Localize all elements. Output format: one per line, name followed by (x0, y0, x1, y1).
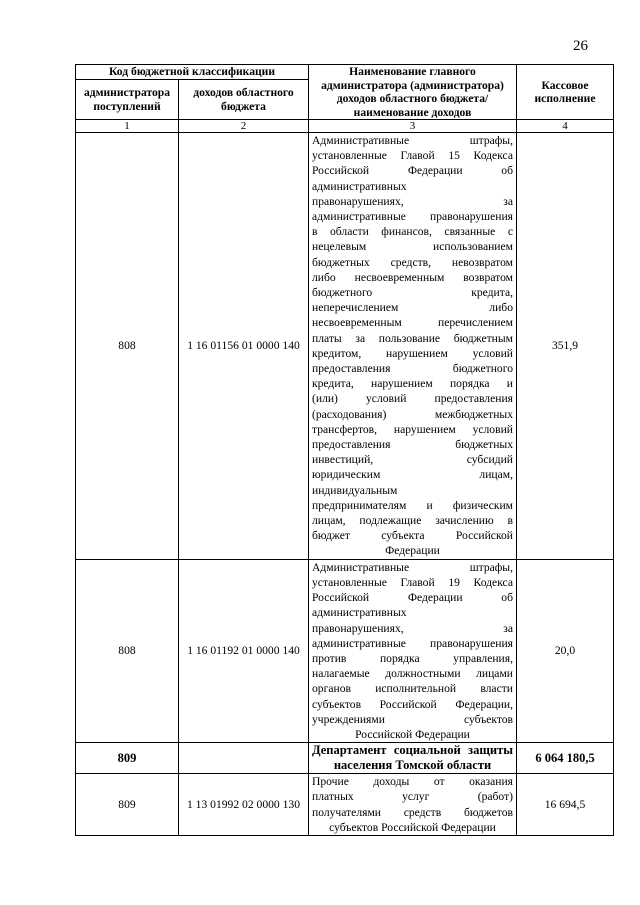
cash-execution-cell: 16 694,5 (517, 774, 614, 836)
header-budget-classification: Код бюджетной классификации (76, 65, 309, 80)
income-name-line: индивидуальным (312, 483, 398, 497)
income-name-line: бюджетного кредита, (312, 286, 513, 300)
income-name-line: Российской Федерации об (312, 591, 513, 605)
admin-code-cell: 808 (76, 133, 179, 560)
table-row (76, 133, 614, 560)
income-name-line: административных (312, 179, 407, 193)
admin-code-cell: 809 (76, 774, 179, 836)
income-name-line: трансфертов, нарушением условий (312, 422, 513, 436)
income-name-line: кредита, нарушением порядка и (312, 377, 513, 391)
income-name-line: Департамент социальной защиты (312, 743, 513, 758)
income-name-line: населения Томской области (333, 758, 492, 773)
col-number-3: 3 (309, 120, 517, 133)
income-name-cell (309, 774, 517, 836)
income-name-cell (309, 559, 517, 742)
cash-execution-cell: 6 064 180,5 (517, 743, 614, 774)
budget-table (75, 64, 614, 836)
income-name-line: лицам, подлежащие зачислению в (312, 514, 513, 528)
income-name-line: Административные штрафы, (312, 134, 513, 147)
income-name-line: нецелевым использованием (312, 240, 513, 254)
table-row (76, 559, 614, 742)
income-name-line: предоставления бюджетного (312, 362, 513, 376)
income-name-line: инвестиций, субсидий (312, 453, 513, 467)
table-row (76, 743, 614, 774)
income-code-cell: 1 16 01156 01 0000 140 (179, 133, 309, 560)
cash-execution-cell: 20,0 (517, 559, 614, 742)
income-name-line: налагаемые должностными лицами (312, 667, 513, 681)
income-name-line: платы за пользование бюджетным (312, 331, 513, 345)
income-name-line: либо несвоевременным возвратом (312, 270, 513, 284)
income-name-line: Прочие доходы от оказания (312, 775, 513, 789)
admin-code-cell: 809 (76, 743, 179, 774)
cash-execution-cell: 351,9 (517, 133, 614, 560)
income-name-line: (или) условий предоставления (312, 392, 513, 406)
income-name-line: Административные штрафы, (312, 560, 513, 574)
header-income-code: доходов областного бюджета (179, 80, 309, 120)
income-name-line: субъектов Российской Федерации, (312, 697, 513, 711)
income-name-cell (309, 133, 517, 560)
income-name-line: против порядка управления, (312, 651, 513, 665)
header-name: Наименование главного администратора (администратора) доходов областного бюджета/ наименование доходов (309, 65, 517, 120)
income-name-line: органов исполнительной власти (312, 682, 513, 696)
col-number-2: 2 (179, 120, 309, 133)
income-name-line: административные правонарушения (312, 636, 513, 650)
income-name-line: юридическим лицам, (312, 468, 513, 482)
col-number-4: 4 (517, 120, 614, 133)
income-name-line: правонарушениях, за (312, 194, 513, 208)
income-code-cell: 1 13 01992 02 0000 130 (179, 774, 309, 836)
income-name-line: бюджет субъекта Российской (312, 529, 513, 543)
table-row (76, 774, 614, 836)
income-name-line: установленные Главой 15 Кодекса (312, 149, 513, 163)
income-name-line: административные правонарушения (312, 210, 513, 224)
income-name-line: в области финансов, связанные с (312, 225, 513, 239)
income-name-line: бюджетных средств, невозвратом (312, 255, 513, 269)
col-number-1: 1 (76, 120, 179, 133)
income-code-cell (179, 743, 309, 774)
income-name-line: получателями средств бюджетов (312, 805, 513, 819)
income-name-line: Российской Федерации об (312, 164, 513, 178)
income-name-line: платных услуг (работ) (312, 790, 513, 804)
income-name-line: предпринимателям и физическим (312, 498, 513, 512)
header-cash-execution: Кассовое исполнение (517, 65, 614, 120)
header-admin-code: администратора поступлений (76, 80, 179, 120)
income-name-line: учреждениями субъектов (312, 712, 513, 726)
income-name-line: предоставления бюджетных (312, 438, 513, 452)
admin-code-cell: 808 (76, 559, 179, 742)
income-name-line: Федерации (385, 544, 440, 558)
income-name-line: Российской Федерации (355, 727, 470, 741)
page-number: 26 (573, 38, 588, 54)
income-name-line: административных (312, 606, 407, 620)
income-name-line: неперечислением либо (312, 301, 513, 315)
income-name-line: установленные Главой 19 Кодекса (312, 575, 513, 589)
income-name-line: несвоевременным перечислением (312, 316, 513, 330)
income-name-line: правонарушениях, за (312, 621, 513, 635)
income-name-line: кредитом, нарушением условий (312, 346, 513, 360)
income-code-cell: 1 16 01192 01 0000 140 (179, 559, 309, 742)
income-name-cell (309, 743, 517, 774)
income-name-line: субъектов Российской Федерации (329, 820, 496, 834)
income-name-line: (расходования) межбюджетных (312, 407, 513, 421)
